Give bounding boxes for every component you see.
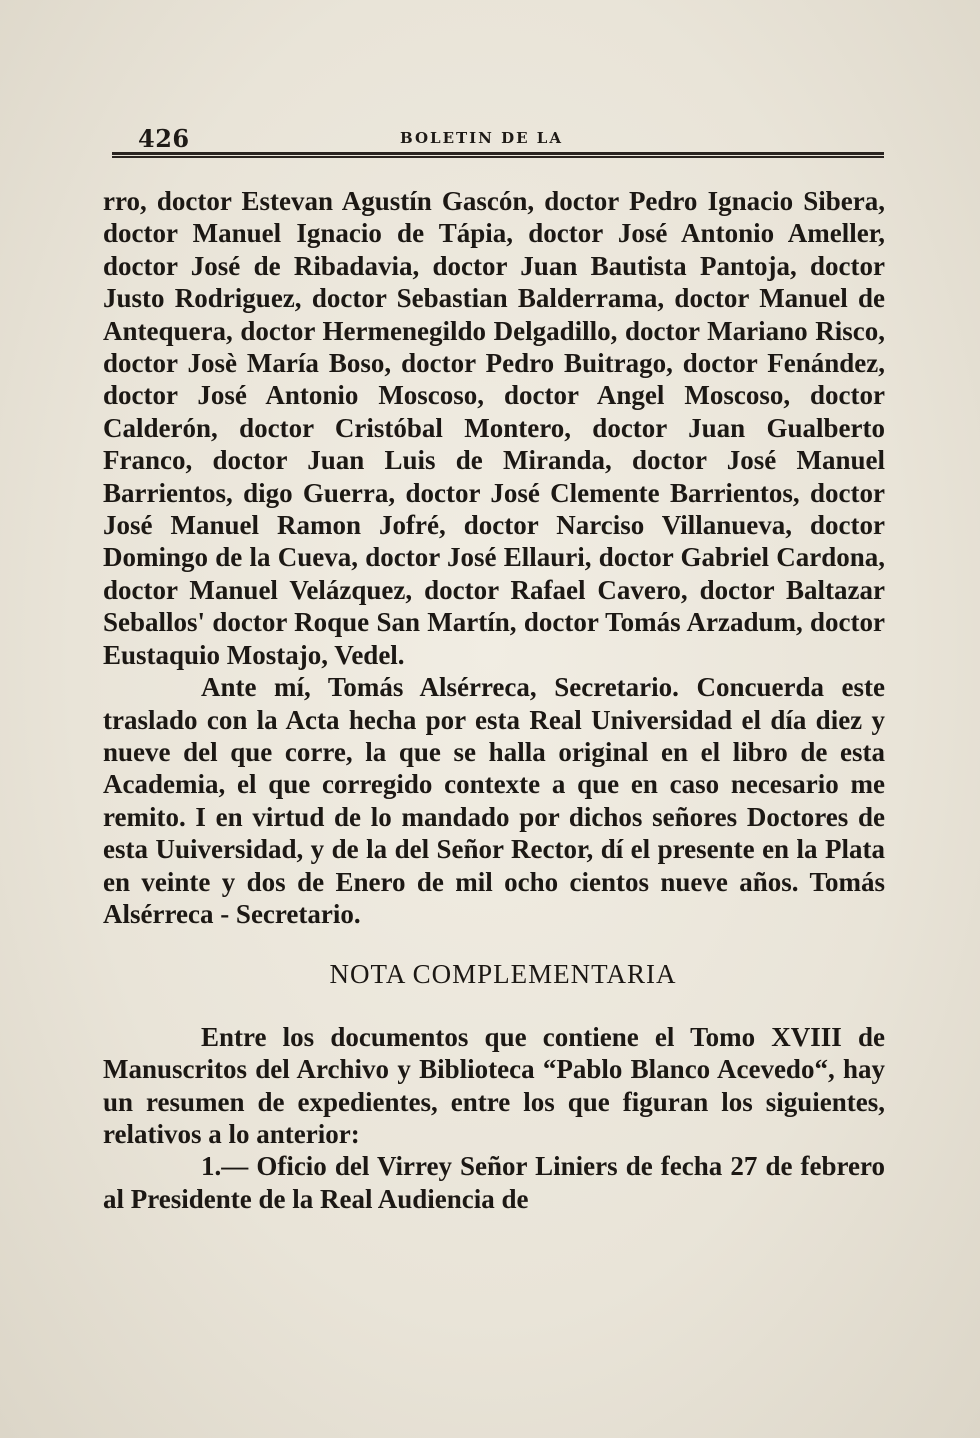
running-head: BOLETIN DE LA [400, 129, 563, 147]
header-rule [112, 152, 884, 158]
body-text [103, 185, 885, 1215]
page-header [112, 122, 884, 153]
paragraph-attestation: Ante mí, Tomás Alsérreca, Secretario. Concuerda este traslado con la Acta hecha por esta Real Universidad el día diez y nueve del que corre, la que se halla original en el libro de esta Academia, el que corregido contexte a que en caso necesario me remito. I en virtud de lo mandado por dichos señores Doctores de esta Uuiversidad, y de la del Señor Rector, dí el presente en la Plata en veinte y dos de Enero de mil ocho cientos nueve años. Tomás Alsérreca - Secretario. [103, 672, 885, 929]
section-heading: NOTA COMPLEMENTARIA [329, 959, 677, 990]
page-number: 426 [138, 124, 190, 153]
list-item-1: 1.— Oficio del Virrey Señor Liniers de fecha 27 de febrero al Presidente de la Real Audiencia de [103, 1151, 885, 1214]
paragraph-note: Entre los documentos que contiene el Tomo XVIII de Manuscritos del Archivo y Biblioteca “Pablo Blanco Acevedo“, hay un resumen de expedientes, entre los que figuran los siguientes, relativos a lo anterior: [103, 1021, 885, 1149]
paragraph-signatories: rro, doctor Estevan Agustín Gascón, doctor Pedro Ignacio Sibera, doctor Manuel Ignacio de Tápia, doctor José Antonio Ameller, doctor José de Ribadavia, doctor Juan Bautista Pantoja, doctor Justo Rodriguez, doctor Sebastian Balderrama, doctor Manuel de Antequera, doctor Hermenegildo Delgadillo, doctor Mariano Risco, doctor Josè María Boso, doctor Pedro Buitrago, doctor Fenández, doctor José Antonio Moscoso, doctor Angel Moscoso, doctor Calderón, doctor Cristóbal Montero, doctor Juan Gualberto Franco, doctor Juan Luis de Miranda, doctor José Manuel Barrientos, digo Guerra, doctor José Clemente Barrientos, doctor José Manuel Ramon Jofré, doctor Narciso Villanueva, doctor Domingo de la Cueva, doctor José Ellauri, doctor Gabriel Cardona, doctor Manuel Velázquez, doctor Rafael Cavero, doctor Baltazar Seballos' doctor Roque San Martín, doctor Tomás Arzadum, doctor Eustaquio Mostajo, Vedel. [103, 186, 885, 670]
